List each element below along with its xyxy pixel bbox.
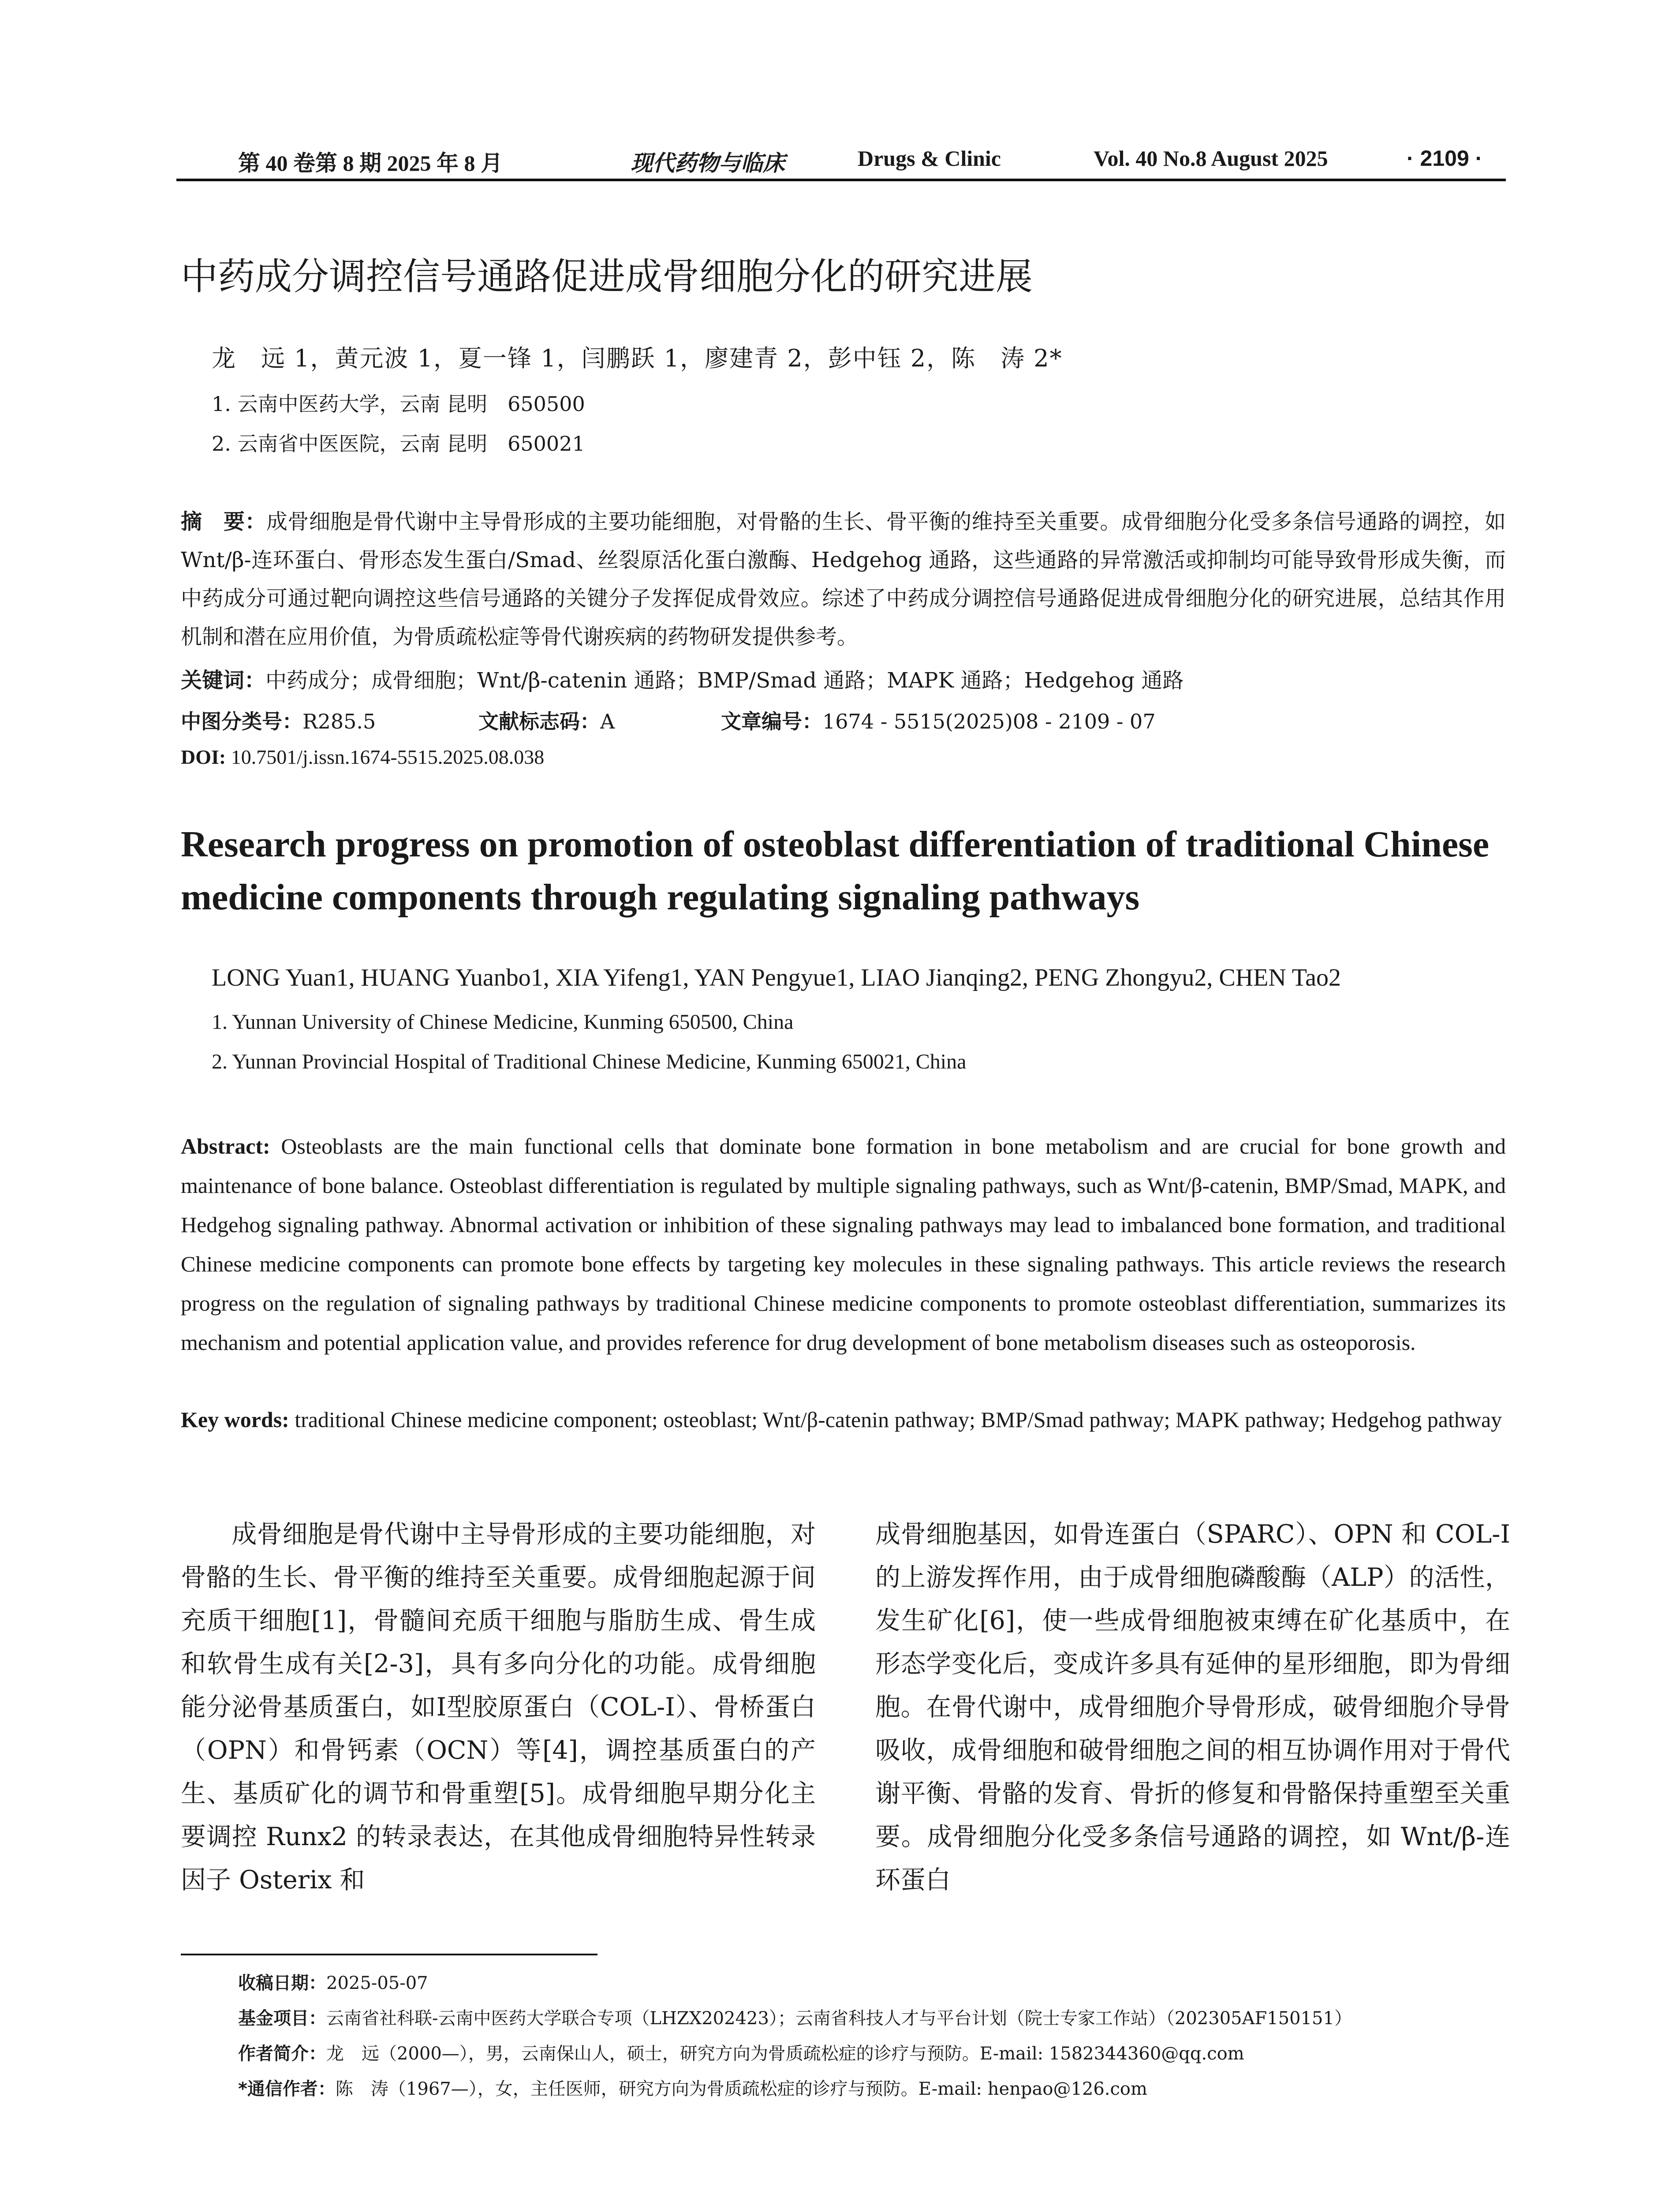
fund-value: 云南省社科联-云南中医药大学联合专项（LHZX202423）；云南省科技人才与平台计划（院士专家工作站）（202305AF150151） (326, 2008, 1352, 2029)
article-value: 1674 - 5515(2025)08 - 2109 - 07 (822, 710, 1156, 733)
affiliation-cn-2: 2. 云南省中医医院，云南 昆明 650021 (212, 432, 585, 456)
title-cn: 中药成分调控信号通路促进成骨细胞分化的研究进展 (181, 255, 1033, 298)
doc-label: 文献标志码： (478, 710, 600, 733)
received-label: 收稿日期： (238, 1973, 326, 1993)
footnote-fund (238, 2004, 1352, 2029)
author-label: 作者简介： (238, 2044, 326, 2064)
clc-value: R285.5 (302, 710, 376, 733)
header-page-number: · 2109 · (1407, 146, 1483, 171)
doi (181, 745, 544, 769)
header-rule (176, 179, 1506, 181)
author-value: 龙 远（2000—），男，云南保山人，硕士，研究方向为骨质疏松症的诊疗与预防。E-mail: 1582344360@qq.com (326, 2044, 1244, 2064)
abstract-cn-label: 摘 要： (181, 509, 266, 534)
affiliation-cn-1: 1. 云南中医药大学，云南 昆明 650500 (212, 392, 585, 416)
keywords-en-label: Key words: (181, 1407, 289, 1432)
keywords-cn-text: 中药成分；成骨细胞；Wnt/β-catenin 通路；BMP/Smad 通路；MAPK 通路；Hedgehog 通路 (265, 668, 1184, 693)
abstract-en-text: Osteoblasts are the main functional cells that dominate bone formation in bone metabolism and are crucial for bone growth and maintenance of bone balance. Osteoblast differentiation is regulated by multiple signaling pathways, such as Wnt/β-catenin, BMP/Smad, MAPK, and Hedgehog signaling pathway. Abnormal activation or inhibition of these signaling pathways may lead to imbalanced bone formation, and traditional Chinese medicine components can promote bone effects by targeting key molecules in these signaling pathways. This article reviews the research progress on the regulation of signaling pathways by traditional Chinese medicine components to promote osteoblast differentiation, summarizes its mechanism and potential application value, and provides reference for drug development of bone metabolism diseases such as osteoporosis. (181, 1134, 1506, 1355)
received-value: 2025-05-07 (326, 1973, 428, 1993)
affiliation-en-1: 1. Yunnan University of Chinese Medicine, Kunming 650500, China (212, 1010, 794, 1034)
keywords-en-text: traditional Chinese medicine component; osteoblast; Wnt/β-catenin pathway; BMP/Smad pathway; MAPK pathway; Hedgehog pathway (289, 1407, 1502, 1432)
doi-label: DOI: (181, 746, 226, 768)
body-column-left: 成骨细胞是骨代谢中主导骨形成的主要功能细胞，对骨骼的生长、骨平衡的维持至关重要。成骨细胞起源于间充质干细胞[1]，骨髓间充质干细胞与脂肪生成、骨生成和软骨生成有关[2-3]，具有多向分化的功能。成骨细胞能分泌骨基质蛋白，如I型胶原蛋白（COL-I）、骨桥蛋白（OPN）和骨钙素（OCN）等[4]，调控基质蛋白的产生、基质矿化的调节和骨重塑[5]。成骨细胞早期分化主要调控 Runx2 的转录表达，在其他成骨细胞特异性转录因子 Osterix 和 (181, 1520, 816, 1895)
body-column-right: 成骨细胞基因，如骨连蛋白（SPARC）、OPN 和 COL-I的上游发挥作用，由于成骨细胞磷酸酶（ALP）的活性，发生矿化[6]，使一些成骨细胞被束缚在矿化基质中，在形态学变化后，变成许多具有延伸的星形细胞，即为骨细胞。在骨代谢中，成骨细胞介导骨形成，破骨细胞介导骨吸收，成骨细胞和破骨细胞之间的相互协调作用对于骨代谢平衡、骨骼的发育、骨折的修复和骨骼保持重塑至关重要。成骨细胞分化受多条信号通路的调控，如 Wnt/β-连环蛋白 (875, 1520, 1510, 1895)
article-label: 文章编号： (721, 710, 822, 733)
footnote-corresponding (238, 2075, 1147, 2100)
abstract-cn (181, 503, 1506, 656)
clc-number (181, 706, 376, 735)
keywords-cn-label: 关键词： (181, 668, 266, 693)
abstract-en-label: Abstract: (181, 1134, 270, 1159)
header-journal-cn: 现代药物与临床 (631, 150, 785, 176)
footnote-received (238, 1969, 428, 1994)
clc-label: 中图分类号： (181, 710, 302, 733)
document-code (478, 706, 615, 735)
abstract-cn-text: 成骨细胞是骨代谢中主导骨形成的主要功能细胞，对骨骼的生长、骨平衡的维持至关重要。成骨细胞分化受多条信号通路的调控，如 Wnt/β-连环蛋白、骨形态发生蛋白/Smad、丝裂原活化蛋白激酶、Hedgehog 通路，这些通路的异常激活或抑制均可能导致骨形成失衡，而中药成分可通过靶向调控这些信号通路的关键分子发挥促成骨效应。综述了中药成分调控信号通路促进成骨细胞分化的研究进展，总结其作用机制和潜在应用价值，为骨质疏松症等骨代谢疾病的药物研发提供参考。 (181, 509, 1506, 649)
authors-en: LONG Yuan1, HUANG Yuanbo1, XIA Yifeng1, YAN Pengyue1, LIAO Jianqing2, PENG Zhongyu2, CHEN Tao2 (212, 964, 1341, 991)
corr-label: *通信作者： (238, 2079, 336, 2099)
footnote-rule (181, 1954, 597, 1955)
corr-value: 陈 涛（1967—），女，主任医师，研究方向为骨质疏松症的诊疗与预防。E-mail: henpao@126.com (335, 2079, 1147, 2099)
doc-value: A (600, 710, 615, 733)
title-en: Research progress on promotion of osteoblast differentiation of traditional Chinese medicine components through regulating signaling pathways (181, 824, 1490, 918)
doi-value: 10.7501/j.issn.1674-5515.2025.08.038 (226, 746, 545, 768)
keywords-cn (181, 662, 1506, 700)
header-journal-en: Drugs & Clinic (858, 146, 1001, 171)
authors-cn: 龙 远 1，黄元波 1，夏一锋 1，闫鹏跃 1，廖建青 2，彭中钰 2，陈 涛 2* (212, 344, 1063, 372)
keywords-en (181, 1400, 1506, 1439)
header-volume: Vol. 40 No.8 August 2025 (1094, 146, 1328, 171)
affiliation-en-2: 2. Yunnan Provincial Hospital of Traditional Chinese Medicine, Kunming 650021, China (212, 1050, 967, 1073)
article-number (721, 706, 1156, 735)
fund-label: 基金项目： (238, 2008, 326, 2029)
abstract-en (181, 1127, 1506, 1362)
footnote-author (238, 2040, 1244, 2065)
header-issue: 第 40 卷第 8 期 2025 年 8 月 (238, 151, 503, 176)
